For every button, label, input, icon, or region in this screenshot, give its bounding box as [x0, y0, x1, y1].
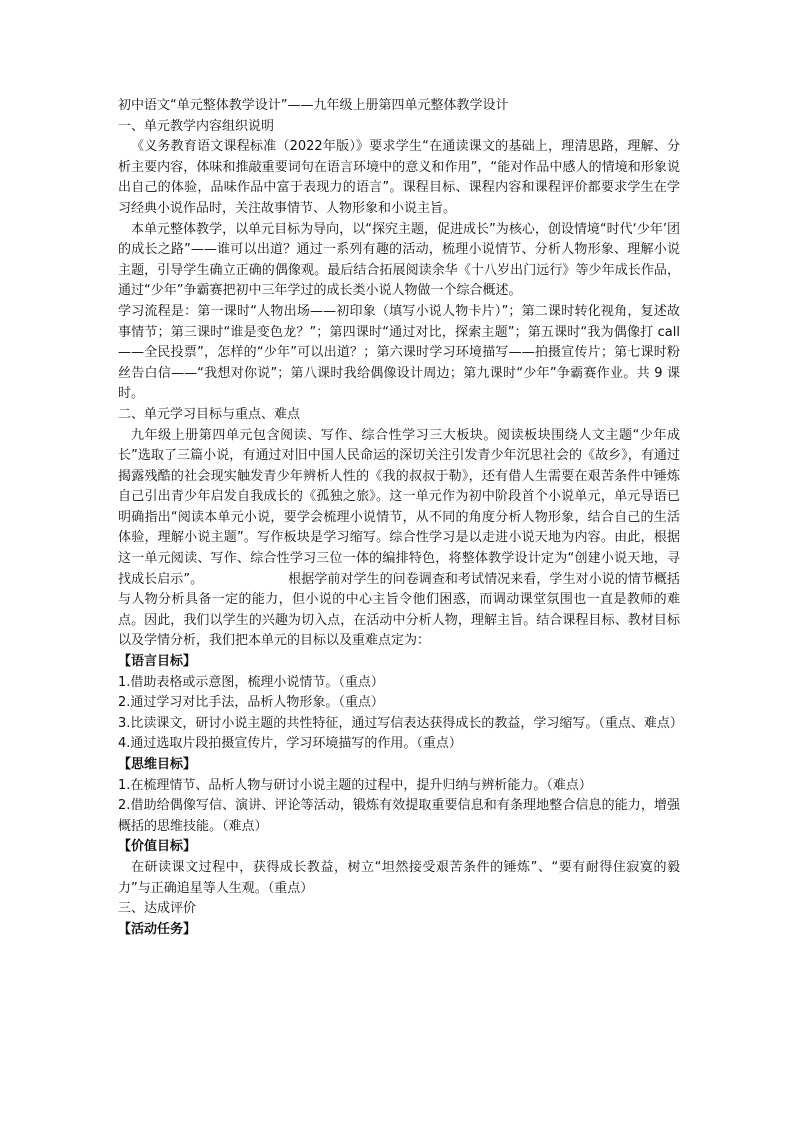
value-goals-heading: 【价值目标】: [118, 839, 197, 855]
section-3-heading: 三、达成评价: [118, 901, 197, 917]
section-2-heading: 二、单元学习目标与重点、难点: [118, 406, 301, 422]
language-goal-item: 3.比读课文，研讨小说主题的共性特征，通过写信表达获得成长的教益，学习缩写。（重点、难点）: [118, 715, 683, 731]
language-goals-heading: 【语言目标】: [118, 654, 197, 670]
activity-tasks-heading: 【活动任务】: [118, 921, 197, 937]
section-1-paragraph-1: 《义务教育语文课程标准（2022年版）》要求学生“在通读课文的基础上，理清思路，理解、分析主要内容，体味和推敲重要词句在语言环境中的意义和作用”，“能对作品中感人的情境和形象说出自己的体验，品味作品中富于表现力的语言”。课程目标、课程内容和课程评价都要求学生在学习经典小说作品时，关注故事情节、人物形象和小说主旨。: [118, 139, 680, 216]
thinking-goals-heading: 【思维目标】: [118, 757, 197, 772]
section-1-paragraph-2: 本单元整体教学，以单元目标为导向，以“探究主题，促进成长”为核心，创设情境“时代‘少年’团的成长之路”——谁可以出道？通过一系列有趣的活动，梳理小说情节、分析人物形象、理解小说主题，引导学生确立正确的偶像观。最后结合拓展阅读余华《十八岁出门远行》等少年成长作品，通过“少年”争霸赛把初中三年学过的成长类小说人物做一个综合概述。: [118, 221, 680, 299]
language-goal-item: 1.借助表格或示意图，梳理小说情节。（重点）: [118, 674, 384, 690]
document-title: 初中语文“单元整体教学设计”——九年级上册第四单元整体教学设计: [118, 98, 509, 113]
thinking-goal-item: 2.借助给偶像写信、演讲、评论等活动，锻炼有效提取重要信息和有条理地整合信息的能力，增强概括的思维技能。（难点）: [118, 798, 680, 834]
section-1-paragraph-3: 学习流程是：第一课时“人物出场——初印象（填写小说人物卡片）”；第二课时转化视角，复述故事情节；第三课时“谁是变色龙？”；第四课时“通过对比，探索主题”；第五课时“我为偶像打 call——全民投票”，怎样的“少年”可以出道？；第六课时学习环境描写——拍摄宣传片；第七课时粉丝告白信——“我想对你说”；第八课时我给偶像设计周边；第九课时“少年”争霸赛作业。共 9 课时。: [118, 303, 680, 402]
document-body: [118, 96, 683, 940]
value-goal-paragraph: 在研读课文过程中，获得成长教益，树立“坦然接受艰苦条件的锤炼”、“要有耐得住寂寞的毅力”与正确追星等人生观。（重点）: [118, 859, 680, 896]
thinking-goal-item: 1.在梳理情节、品析人物与研讨小说主题的过程中，提升归纳与辨析能力。（难点）: [118, 777, 592, 793]
section-2-paragraph-1: 九年级上册第四单元包含阅读、写作、综合性学习三大板块。阅读板块围绕人文主题“少年成长”选取了三篇小说，有通过对旧中国人民命运的深切关注引发青少年沉思社会的《故乡》，有通过揭露残酷的社会现实触发青少年辨析人性的《我的叔叔于勒》，还有借人生需要在艰苦条件中锤炼自己引出青少年启发自我成长的《孤独之旅》。这一单元作为初中阶段首个小说单元，单元导语已明确指出“阅读本单元小说，要学会梳理小说情节，从不同的角度分析人物形象，结合自己的生活体验，理解小说主题”。写作板块是学习缩写。综合性学习是以走进小说天地为内容。由此，根据这一单元阅读、写作、综合性学习三位一体的编排特色，将整体教学设计定为“创建小说天地，寻找成长启示”。 根据学前对学生的问卷调查和考试情况来看，学生对小说的情节概括与人物分析具备一定的能力，但小说的中心主旨令他们困惑，而调动课堂氛围也一直是教师的难点。因此，我们以学生的兴趣为切入点，在活动中分析人物，理解主旨。结合课程目标、教材目标以及学情分析，我们把本单元的目标以及重难点定为：: [118, 427, 680, 649]
section-1-heading: 一、单元教学内容组织说明: [118, 118, 275, 134]
language-goal-item: 2.通过学习对比手法，品析人物形象。（重点）: [118, 695, 384, 711]
language-goal-item: 4.通过选取片段拍摄宣传片，学习环境描写的作用。（重点）: [118, 736, 462, 752]
